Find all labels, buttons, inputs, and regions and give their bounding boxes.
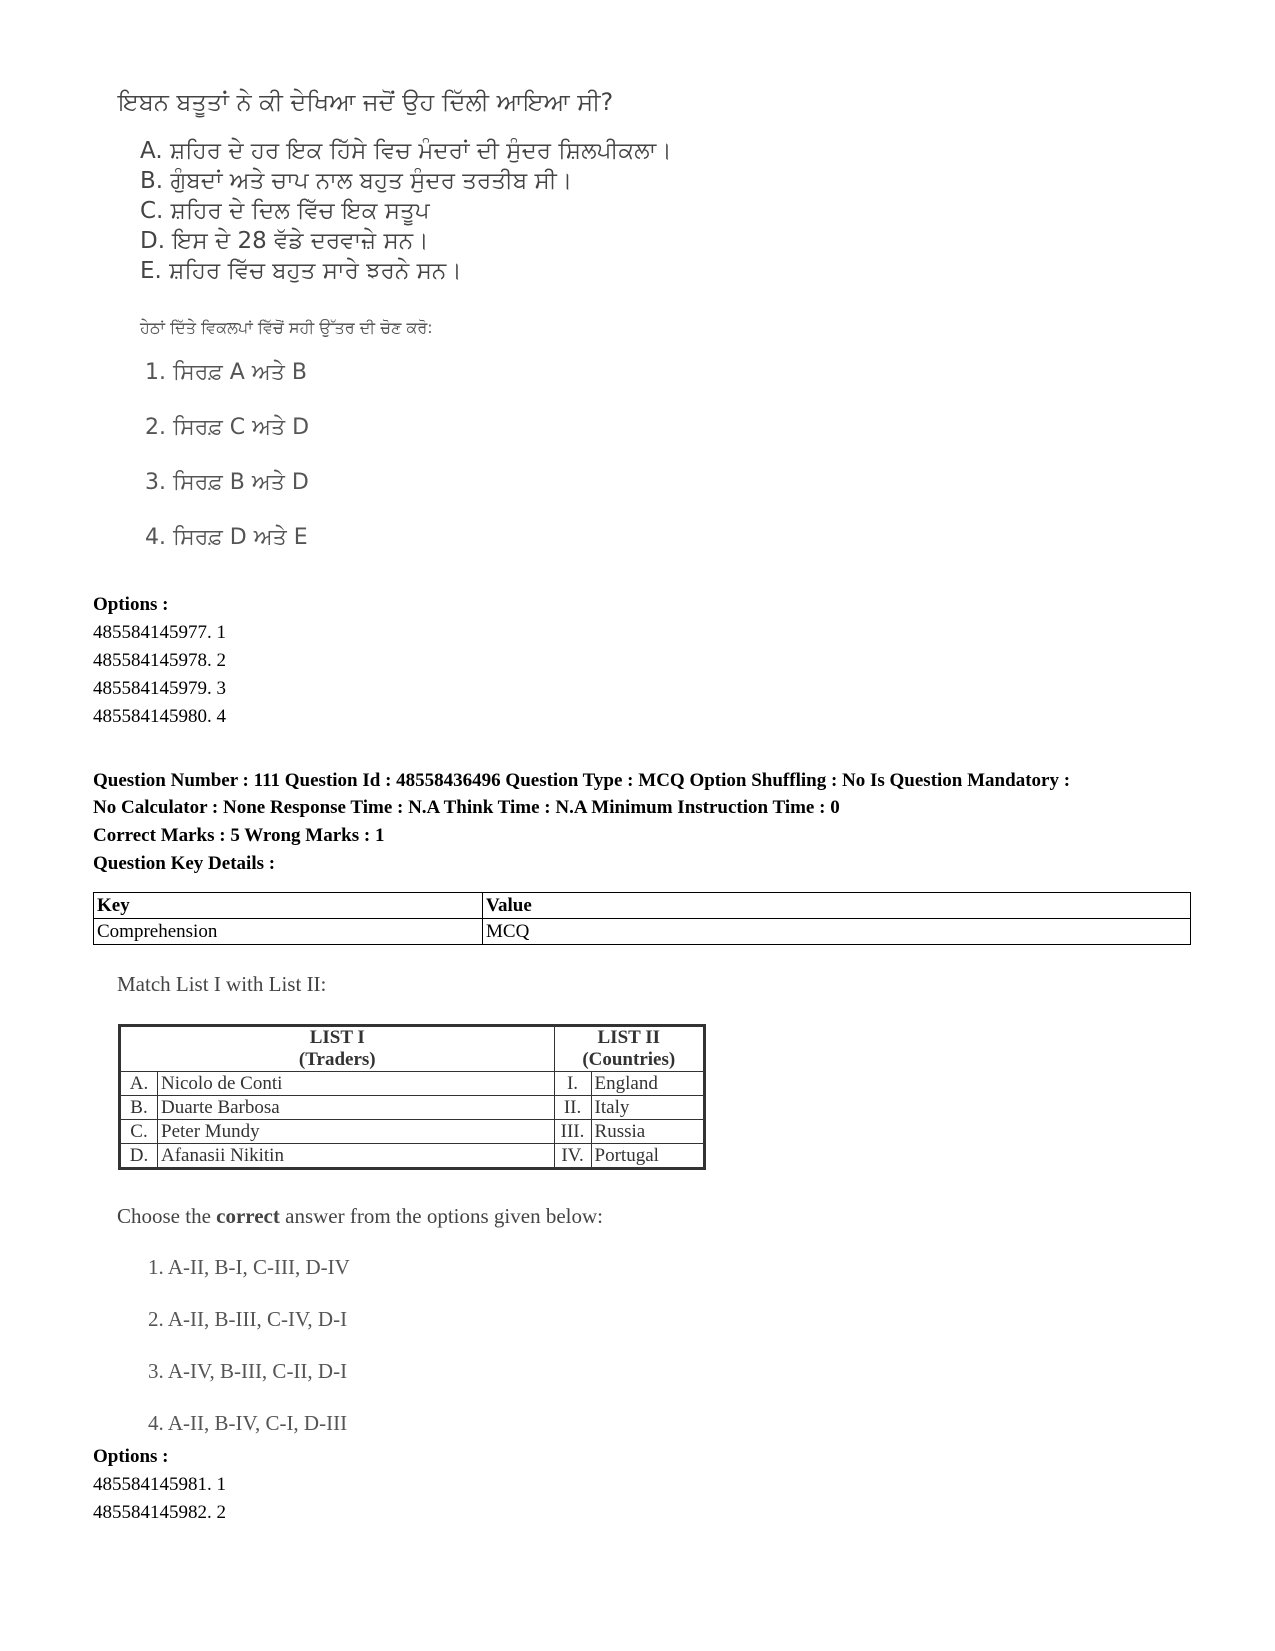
table-row [94,919,1191,945]
list2-label: IV. [554,1144,591,1169]
option-id: 485584145979. 3 [93,678,226,699]
question2-option: 2. A-II, B-III, C-IV, D-I [148,1307,348,1331]
question-option: 4. ਸਿਰਫ਼ D ਅਤੇ E [145,525,308,550]
list1-label: C. [120,1120,158,1144]
key-cell: Comprehension [94,919,483,945]
list2-subtitle: (Countries) [582,1049,676,1070]
list1-subtitle: (Traders) [298,1049,376,1070]
value-cell: MCQ [483,919,1191,945]
list2-value: Russia [591,1120,704,1144]
question-instruction: ਹੇਠਾਂ ਦਿੱਤੇ ਵਿਕਲਪਾਂ ਵਿੱਚੋਂ ਸਹੀ ਉੱਤਰ ਦੀ ਚੋਣ ਕਰੋ: [140,318,433,337]
question2-instruction [117,1204,603,1229]
key-details-heading: Question Key Details : [93,853,276,874]
list1-value: Peter Mundy [158,1120,555,1144]
list2-value: Italy [591,1096,704,1120]
instruction-prefix: Choose the [117,1204,217,1228]
list1-value: Nicolo de Conti [158,1072,555,1096]
list2-label: II. [554,1096,591,1120]
question2-option: 3. A-IV, B-III, C-II, D-I [148,1359,348,1383]
list2-value: Portugal [591,1144,704,1169]
question-stem: ਇਬਨ ਬਤੂਤਾਂ ਨੇ ਕੀ ਦੇਖਿਆ ਜਦੋਂ ਉਹ ਦਿੱਲੀ ਆਇਆ ਸੀ? [118,88,614,116]
question2-stem: Match List I with List II: [117,972,327,996]
option-id: 485584145977. 1 [93,622,226,643]
table-row [120,1072,705,1096]
list1-label: A. [120,1072,158,1096]
list1-value: Afanasii Nikitin [158,1144,555,1169]
question-option: 1. ਸਿਰਫ਼ A ਅਤੇ B [145,360,307,385]
option-id: 485584145978. 2 [93,650,226,671]
list2-header [554,1026,704,1072]
list1-label: D. [120,1144,158,1169]
question2-option: 4. A-II, B-IV, C-I, D-III [148,1411,348,1435]
list1-label: B. [120,1096,158,1120]
question-option: 3. ਸਿਰਫ਼ B ਅਤੇ D [145,470,309,495]
list1-value: Duarte Barbosa [158,1096,555,1120]
statement-b: B. ਗੁੰਬਦਾਂ ਅਤੇ ਚਾਪ ਨਾਲ ਬਹੁਤ ਸੁੰਦਰ ਤਰਤੀਬ ਸੀ। [140,168,573,194]
list1-title: LIST I [309,1027,365,1048]
table-row [120,1120,705,1144]
options-heading: Options : [93,1446,169,1467]
option-id: 485584145980. 4 [93,706,226,727]
table-row [120,1096,705,1120]
value-header: Value [483,893,1191,919]
question2-option: 1. A-II, B-I, C-III, D-IV [148,1255,350,1279]
option-id: 485584145981. 1 [93,1474,226,1495]
question-meta-line1: Question Number : 111 Question Id : 48558436496 Question Type : MCQ Option Shuffling : No Is Question Mandatory : [93,770,1071,791]
match-list-table [118,1024,706,1170]
list2-label: III. [554,1120,591,1144]
instruction-suffix: answer from the options given below: [279,1204,603,1228]
list1-header [120,1026,555,1072]
question-meta-line2: No Calculator : None Response Time : N.A Think Time : N.A Minimum Instruction Time : 0 [93,797,840,818]
key-details-table [93,892,1191,945]
statement-e: E. ਸ਼ਹਿਰ ਵਿੱਚ ਬਹੁਤ ਸਾਰੇ ਝਰਨੇ ਸਨ। [140,258,462,284]
key-header: Key [94,893,483,919]
list2-title: LIST II [597,1027,661,1048]
instruction-bold: correct [216,1204,280,1228]
statement-d: D. ਇਸ ਦੇ 28 ਵੱਡੇ ਦਰਵਾਜ਼ੇ ਸਨ। [140,228,429,254]
option-id: 485584145982. 2 [93,1502,226,1523]
list2-label: I. [554,1072,591,1096]
table-row [120,1144,705,1169]
statement-c: C. ਸ਼ਹਿਰ ਦੇ ਦਿਲ ਵਿੱਚ ਇਕ ਸਤੂਪ [140,198,430,224]
options-heading: Options : [93,594,169,615]
question-option: 2. ਸਿਰਫ਼ C ਅਤੇ D [145,415,310,440]
statement-a: A. ਸ਼ਹਿਰ ਦੇ ਹਰ ਇਕ ਹਿੱਸੇ ਵਿਚ ਮੰਦਰਾਂ ਦੀ ਸੁੰਦਰ ਸ਼ਿਲਪੀਕਲਾ। [140,138,672,164]
list2-value: England [591,1072,704,1096]
question-marks: Correct Marks : 5 Wrong Marks : 1 [93,825,385,846]
